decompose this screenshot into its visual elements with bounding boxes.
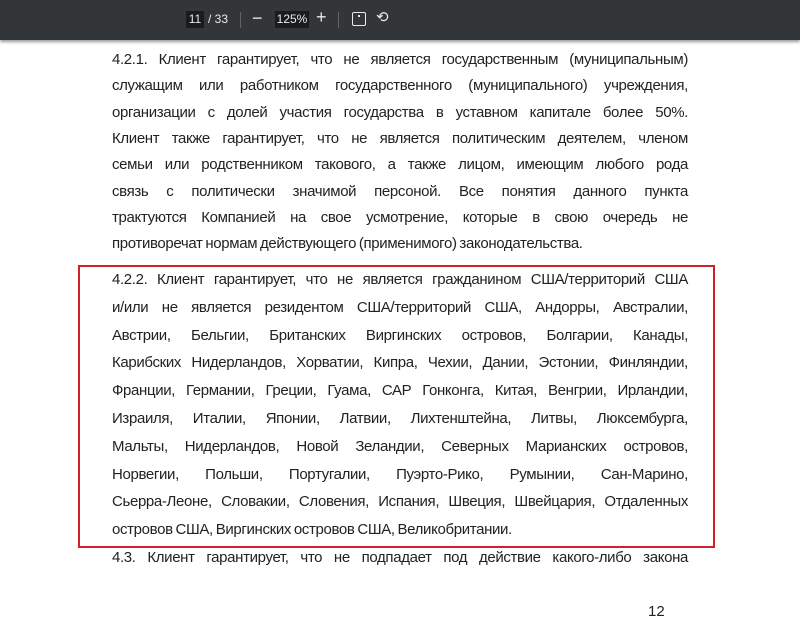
- divider: [240, 12, 241, 28]
- zoom-out-button[interactable]: −: [252, 8, 263, 28]
- text-line: Австрии, Бельгии, Британских Виргинских островов, Болгарии, Канады,: [112, 326, 688, 344]
- text-line: Израиля, Италии, Японии, Латвии, Лихтенштейна, Литвы, Люксембурга,: [112, 410, 688, 427]
- text-line: Норвегии, Польши, Португалии, Пуэрто-Рико, Румынии, Сан-Марино,: [112, 465, 688, 483]
- text-line: связь с политически значимой персоной. Все понятия данного пункта: [112, 182, 688, 200]
- page-number-input[interactable]: 11: [186, 11, 204, 28]
- divider: [338, 12, 339, 28]
- text-line: Клиент также гарантирует, что не является политическим деятелем, членом: [112, 129, 688, 147]
- text-line: Карибских Нидерландов, Хорватии, Кипра, Чехии, Дании, Эстонии, Финляндии,: [112, 354, 688, 372]
- zoom-in-button[interactable]: +: [316, 7, 327, 27]
- text-line: 4.3. Клиент гарантирует, что не подпадает под действие какого-либо закона: [112, 549, 688, 566]
- text-line: Мальты, Нидерландов, Новой Зеландии, Северных Марианских островов,: [112, 437, 688, 455]
- pdf-toolbar: [0, 0, 800, 40]
- text-line: и/или не является резидентом США/территорий США, Андорры, Австралии,: [112, 298, 688, 316]
- text-line: Сьерра-Леоне, Словакии, Словения, Испания, Швеция, Швейцария, Отдаленных: [112, 493, 688, 511]
- text-line: Франции, Германии, Греции, Гуама, САР Гонконга, Китая, Венгрии, Ирландии,: [112, 382, 688, 400]
- text-line: противоречат нормам действующего (применимого) законодательства.: [112, 235, 583, 253]
- text-line: семьи или родственником такового, а также лицом, имеющим любого рода: [112, 156, 688, 174]
- text-line: 4.2.1. Клиент гарантирует, что не является государственным (муниципальным): [112, 51, 688, 68]
- text-line: 4.2.2. Клиент гарантирует, что не является гражданином США/территорий США: [112, 271, 688, 288]
- text-line: островов США, Виргинских островов США, Великобритании.: [112, 521, 512, 539]
- text-line: трактуются Компанией на свое усмотрение, которые в свою очередь не: [112, 208, 688, 226]
- page-number: 12: [648, 603, 665, 620]
- rotate-icon[interactable]: ⟲: [376, 9, 389, 26]
- text-line: служащим или работником государственного (муниципального) учреждения,: [112, 77, 688, 95]
- page-total: / 33: [208, 12, 229, 26]
- highlight-box: [78, 265, 715, 548]
- fit-page-icon[interactable]: [352, 12, 366, 26]
- zoom-input[interactable]: 125%: [276, 12, 308, 26]
- text-line: организации с долей участия государства в уставном капитале более 50%.: [112, 103, 688, 121]
